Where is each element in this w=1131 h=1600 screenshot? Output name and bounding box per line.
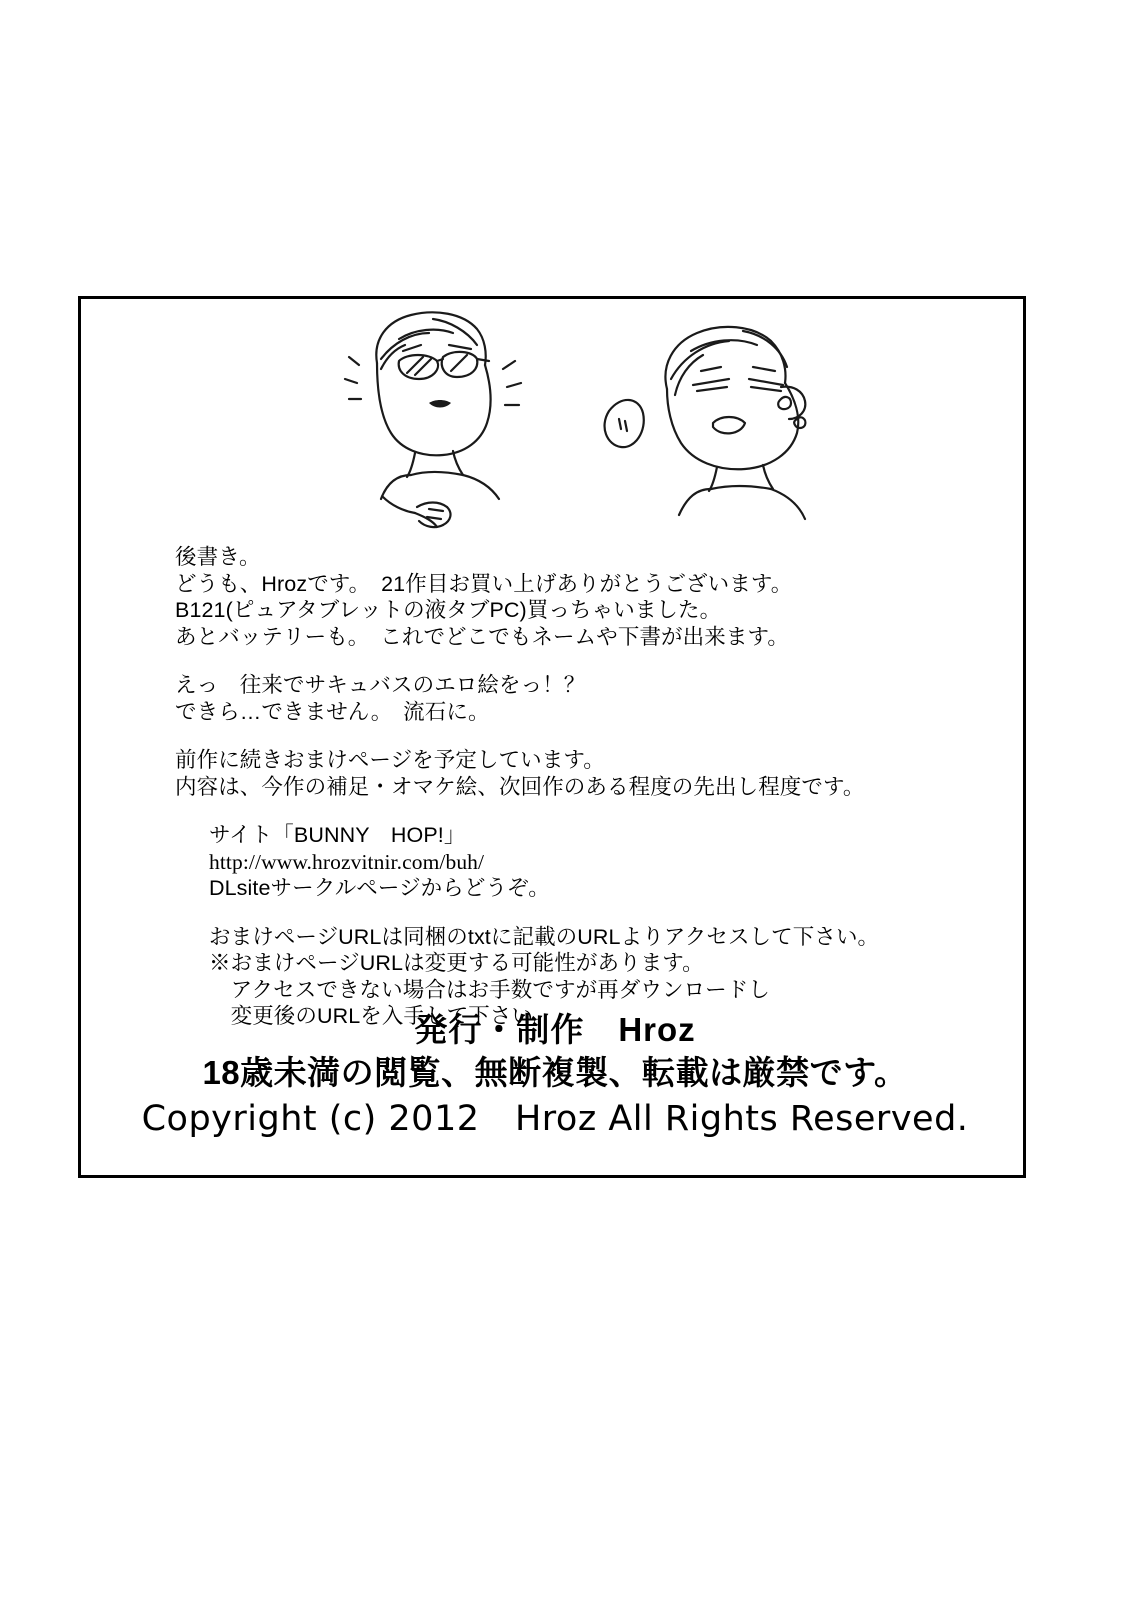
- afterword-line: B121(ピュアタブレットの液タブPC)買っちゃいました。: [175, 598, 722, 622]
- doodle-svg: [81, 299, 1029, 539]
- afterword-line: アクセスできない場合はお手数ですが再ダウンロードし: [209, 977, 770, 1002]
- afterword-text: [175, 544, 1015, 1052]
- afterword-paragraph: [175, 672, 1015, 725]
- afterword-paragraph: [175, 822, 1015, 902]
- afterword-line: あとバッテリーも。 これでどこでもネームや下書が出来ます。: [175, 624, 789, 649]
- afterword-line: 内容は、今作の補足・オマケ絵、次回作のある程度の先出し程度です。: [175, 774, 865, 799]
- afterword-line: ※おまけページURLは変更する可能性があります。: [209, 951, 704, 975]
- afterword-line: おまけページURLは同梱のtxtに記載のURLよりアクセスして下さい。: [209, 924, 880, 949]
- afterword-line: どうも、Hrozです。 21作目お買い上げありがとうございます。: [175, 571, 793, 596]
- doodle-illustration: [81, 299, 1029, 539]
- afterword-line: 前作に続きおまけページを予定しています。: [175, 748, 605, 772]
- publisher-line: 発行・制作 Hroz: [414, 1011, 696, 1048]
- age-warning-line: 18歳未満の閲覧、無断複製、転載は厳禁です。: [202, 1054, 908, 1091]
- afterword-line: サイト「BUNNY HOP!」: [209, 823, 466, 847]
- afterword-panel: [78, 296, 1026, 1178]
- afterword-line: えっ 往来でサキュバスのエロ絵をっ！？: [175, 673, 586, 697]
- afterword-line: 後書き。: [175, 545, 261, 569]
- afterword-line: DLsiteサークルページからどうぞ。: [209, 876, 550, 900]
- afterword-line: できら…できません。 流石に。: [175, 699, 490, 724]
- legal-block: [81, 1009, 1029, 1143]
- afterword-line[interactable]: http://www.hrozvitnir.com/buh/: [209, 849, 485, 874]
- afterword-line: 変更後のURLを入手して下さい。: [209, 1004, 555, 1028]
- copyright-line: Copyright (c) 2012 Hroz All Rights Reserved.: [141, 1099, 969, 1139]
- afterword-paragraph: [175, 544, 1015, 650]
- afterword-paragraph: [175, 747, 1015, 800]
